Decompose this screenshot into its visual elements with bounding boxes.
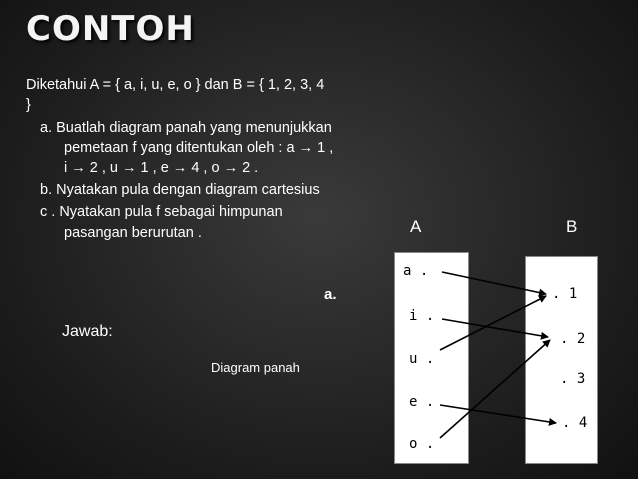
problem-line-2: } (26, 97, 31, 113)
set-b-element: . 3 (560, 371, 586, 387)
slide-title: CONTOH (26, 9, 195, 49)
set-b-element: . 1 (552, 286, 578, 302)
diagram-caption: Diagram panah (211, 360, 300, 375)
problem-part-a-line-1: a. Buatlah diagram panah yang menunjukkan (40, 120, 332, 136)
set-b-element: . 2 (560, 331, 586, 347)
set-a-element: u . (409, 351, 435, 367)
problem-part-c-line-1: c . Nyatakan pula f sebagai himpunan (40, 204, 283, 220)
arrow-e-to-4 (440, 405, 556, 423)
problem-part-a-line-3: i → 2 , u → 1 , e → 4 , o → 2 . (64, 160, 259, 176)
problem-part-b: b. Nyatakan pula dengan diagram cartesius (40, 182, 320, 198)
set-a-element: e . (409, 394, 435, 410)
set-a-label: A (410, 217, 422, 236)
set-b-label: B (566, 217, 578, 236)
set-a-element: i . (409, 308, 435, 324)
arrow-o-to-2 (440, 340, 550, 438)
set-a-element: a . (403, 263, 429, 279)
arrow-a-to-1 (442, 272, 546, 294)
problem-part-a-line-2: pemetaan f yang ditentukan oleh : a → 1 , (64, 140, 334, 156)
problem-line-1: Diketahui A = { a, i, u, e, o } dan B = { 1, 2, 3, 4 (26, 77, 325, 93)
arrow-u-to-1 (440, 296, 546, 350)
set-a-element: o . (409, 436, 435, 452)
answer-label: Jawab: (62, 323, 113, 340)
problem-part-c-line-2: pasangan berurutan . (64, 225, 202, 241)
answer-part-label: a. (324, 286, 337, 303)
set-b-element: . 4 (562, 415, 588, 431)
